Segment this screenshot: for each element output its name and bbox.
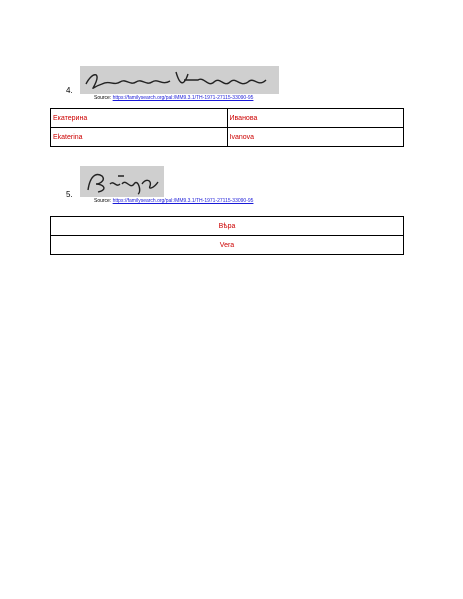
table-row [51, 236, 404, 255]
table-cell: Vera [51, 236, 404, 255]
transcription-table [50, 216, 404, 255]
source-citation [94, 95, 253, 101]
source-label: Source: [94, 198, 112, 204]
entry-number: 5. [66, 190, 73, 199]
table-cell: Ekaterina [51, 128, 228, 147]
table-cell: Екатерина [51, 109, 228, 128]
table-cell: Ivanova [227, 128, 404, 147]
source-citation [94, 198, 253, 204]
table-row [51, 128, 404, 147]
transcription-table [50, 108, 404, 147]
source-label: Source: [94, 95, 112, 101]
source-link[interactable]: https://familysearch.org/pal:/MM9.3.1/TH-1971-27115-33090-95 [112, 95, 254, 101]
table-row [51, 109, 404, 128]
source-link[interactable]: https://familysearch.org/pal:/MM9.3.1/TH-1971-27115-33090-95 [112, 198, 254, 204]
table-cell: Вѣра [51, 217, 404, 236]
table-cell: Иванова [227, 109, 404, 128]
signature-image-vera [80, 166, 164, 197]
table-row [51, 217, 404, 236]
entry-number: 4. [66, 86, 73, 95]
signature-image-ekaterina [80, 66, 279, 94]
